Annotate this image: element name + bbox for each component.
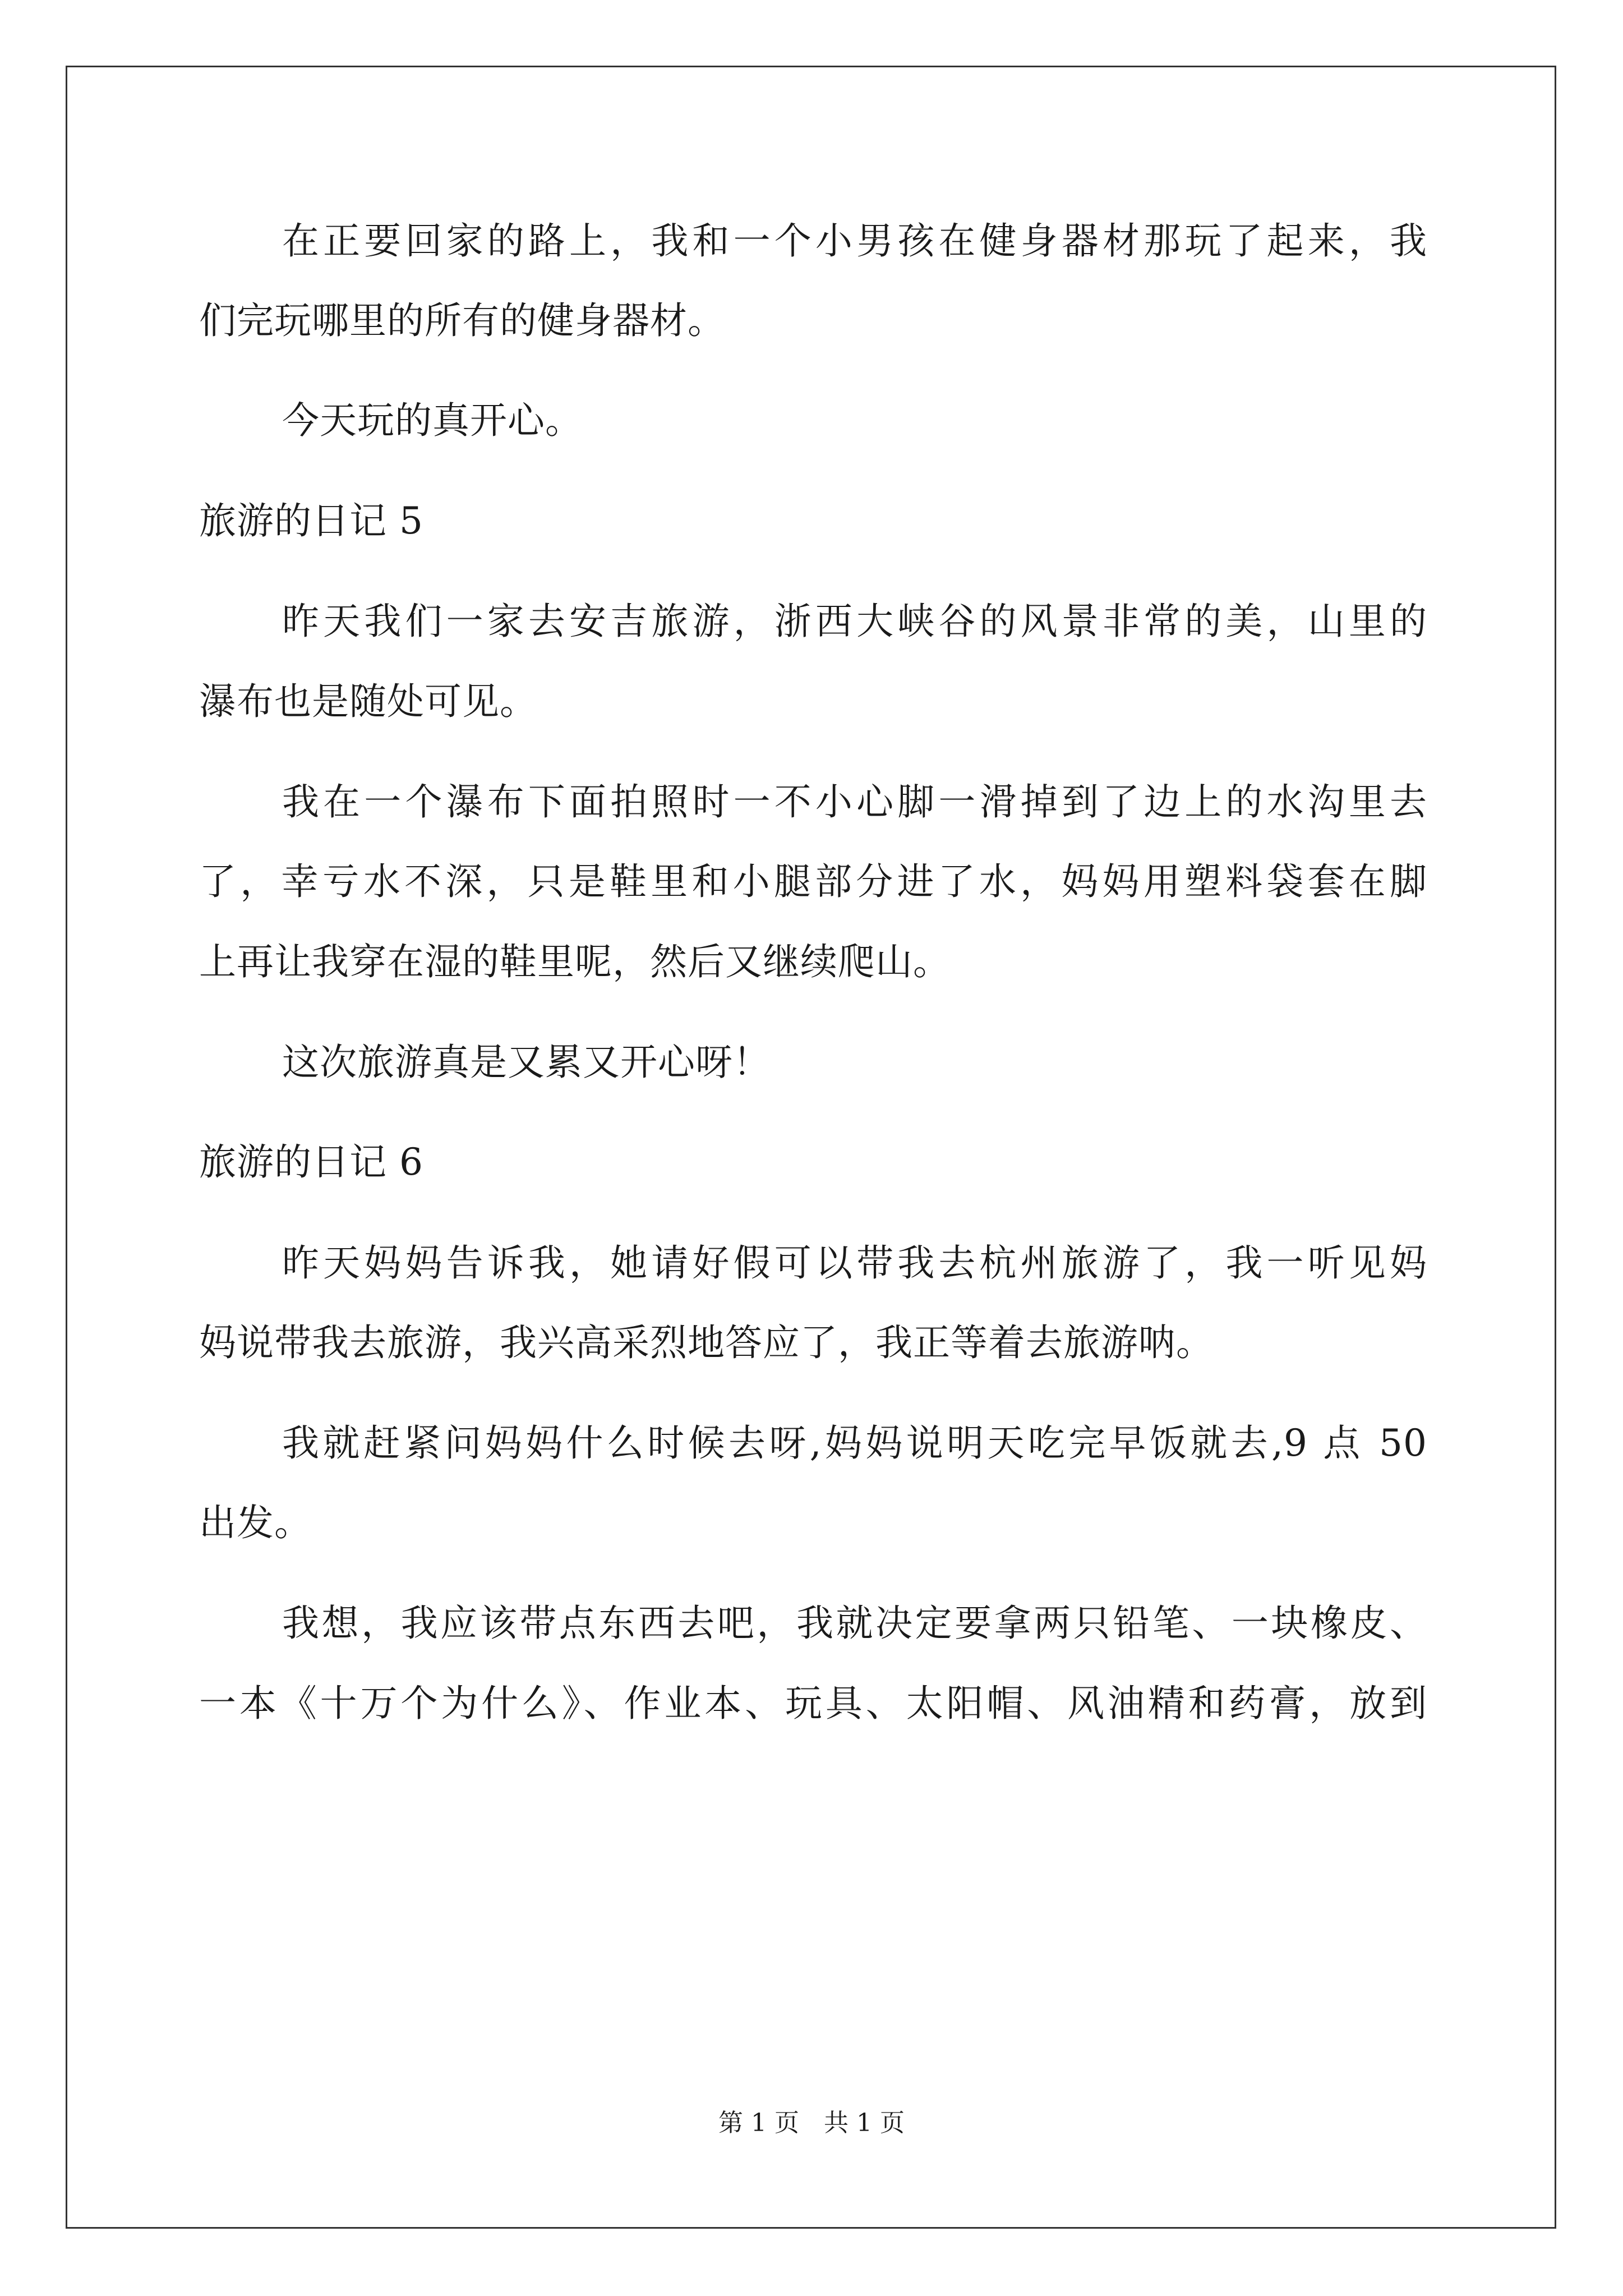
paragraph-line: 今天玩的真开心。 [282, 399, 583, 442]
section-heading: 旅游的日记 6 [199, 1140, 423, 1184]
paragraph-line: 一本《十万个为什么》、作业本、玩具、太阳帽、风油精和药膏，放到 [199, 1682, 1427, 1725]
paragraph-line: 上再让我穿在湿的鞋里呢，然后又继续爬山。 [199, 940, 951, 983]
paragraph-line: 瀑布也是随处可见。 [199, 680, 537, 723]
paragraph-line: 们完玩哪里的所有的健身器材。 [199, 299, 725, 342]
paragraph-line: 这次旅游真是又累又开心呀！ [282, 1041, 771, 1084]
paragraph-line: 出发。 [199, 1501, 312, 1544]
section-heading: 旅游的日记 5 [199, 499, 423, 542]
paragraph-line: 妈说带我去旅游，我兴高采烈地答应了，我正等着去旅游呐。 [199, 1321, 1214, 1364]
paragraph-line: 我想，我应该带点东西去吧，我就决定要拿两只铅笔、一块橡皮、 [282, 1602, 1427, 1645]
page-number-footer: 第 1 页 共 1 页 [718, 2109, 905, 2137]
paragraph-line: 了，幸亏水不深，只是鞋里和小腿部分进了水，妈妈用塑料袋套在脚 [199, 860, 1427, 903]
paragraph-line: 我在一个瀑布下面拍照时一不小心脚一滑掉到了边上的水沟里去 [282, 780, 1427, 823]
paragraph-line: 我就赶紧问妈妈什么时候去呀,妈妈说明天吃完早饭就去,9 点 50 [282, 1421, 1427, 1465]
paragraph-line: 在正要回家的路上，我和一个小男孩在健身器材那玩了起来，我 [282, 219, 1427, 263]
paragraph-line: 昨天我们一家去安吉旅游，浙西大峡谷的风景非常的美，山里的 [282, 600, 1427, 643]
paragraph-line: 昨天妈妈告诉我，她请好假可以带我去杭州旅游了，我一听见妈 [282, 1241, 1427, 1285]
